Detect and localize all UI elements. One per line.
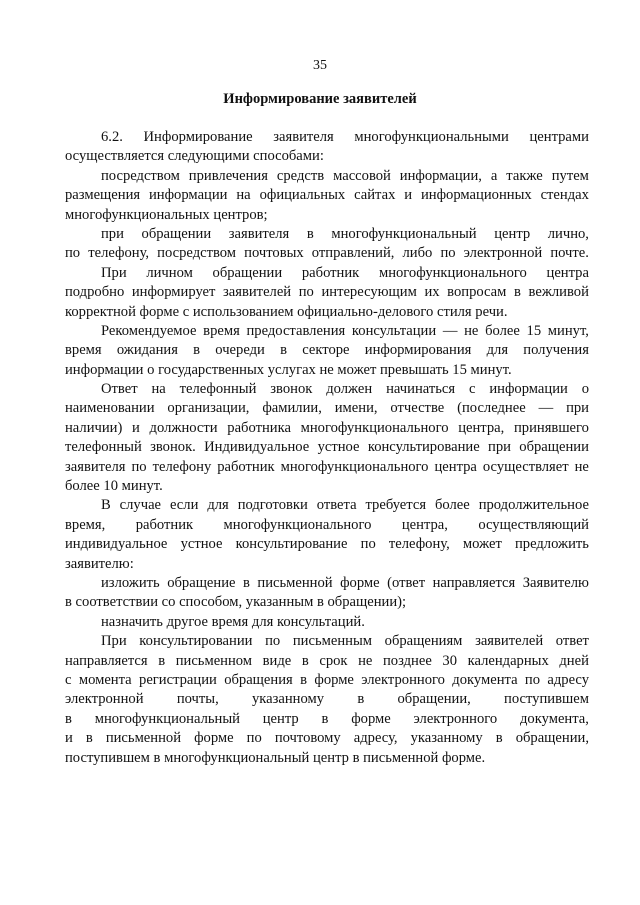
- text-line: с момента регистрации обращения в форме электронного документа по адресу: [65, 671, 589, 688]
- text-line: В случае если для подготовки ответа требуется более продолжительное: [101, 497, 589, 514]
- text-line: направляется в письменном виде в срок не позднее 30 календарных дней: [65, 652, 589, 669]
- text-line: При консультировании по письменным обращениям заявителей ответ: [101, 633, 589, 650]
- text-line: заявителя по телефону работник многофункционального центра осуществляет не: [65, 458, 589, 475]
- text-line: назначить другое время для консультаций.: [101, 613, 365, 630]
- text-line: При личном обращении работник многофункционального центра: [101, 264, 589, 281]
- text-line: осуществляется следующими способами:: [65, 148, 324, 165]
- text-line: индивидуальное устное консультирование по телефону, может предложить: [65, 536, 589, 553]
- text-line: по телефону, посредством почтовых отправлений, либо по электронной почте.: [65, 245, 589, 262]
- text-line: наименовании организации, фамилии, имени, отчестве (последнее — при: [65, 400, 589, 417]
- text-line: посредством привлечения средств массовой информации, а также путем: [101, 167, 589, 184]
- text-line: размещения информации на официальных сайтах и информационных стендах: [65, 187, 589, 204]
- text-line: подробно информирует заявителей по интересующим их вопросам в вежливой: [65, 284, 589, 301]
- text-line: при обращении заявителя в многофункциональный центр лично,: [101, 225, 589, 242]
- text-line: 6.2. Информирование заявителя многофункциональными центрами: [101, 129, 589, 145]
- section-heading: Информирование заявителей: [223, 91, 417, 107]
- text-line: наличии) и должности работника многофункционального центра, принявшего: [65, 419, 589, 436]
- text-line: время, работник многофункционального центра, осуществляющий: [65, 516, 589, 533]
- text-line: многофункциональных центров;: [65, 206, 268, 223]
- text-line: заявителю:: [65, 555, 134, 572]
- text-line: электронной почты, указанному в обращении, поступившем: [65, 691, 589, 708]
- page-number: 35: [313, 58, 327, 73]
- text-line: поступившем в многофункциональный центр в письменной форме.: [65, 749, 486, 766]
- text-line: в соответствии со способом, указанным в обращении);: [65, 594, 407, 611]
- text-line: и в письменной форме по почтовому адресу, указанному в обращении,: [65, 730, 589, 747]
- text-line: телефонный звонок. Индивидуальное устное консультирование при обращении: [65, 439, 589, 456]
- text-line: изложить обращение в письменной форме (ответ направляется Заявителю: [101, 574, 589, 591]
- text-line: более 10 минут.: [65, 478, 163, 495]
- text-line: Рекомендуемое время предоставления консультации — не более 15 минут,: [101, 322, 589, 339]
- text-line: время ожидания в очереди в секторе информирования для получения: [65, 342, 589, 359]
- text-line: информации о государственных услугах не может превышать 15 минут.: [65, 361, 512, 378]
- text-line: корректной форме с использованием официально-делового стиля речи.: [65, 303, 508, 320]
- text-line: Ответ на телефонный звонок должен начинаться с информации о: [101, 381, 589, 398]
- body-text: [65, 128, 589, 768]
- text-line: в многофункциональный центр в форме электронного документа,: [65, 710, 589, 727]
